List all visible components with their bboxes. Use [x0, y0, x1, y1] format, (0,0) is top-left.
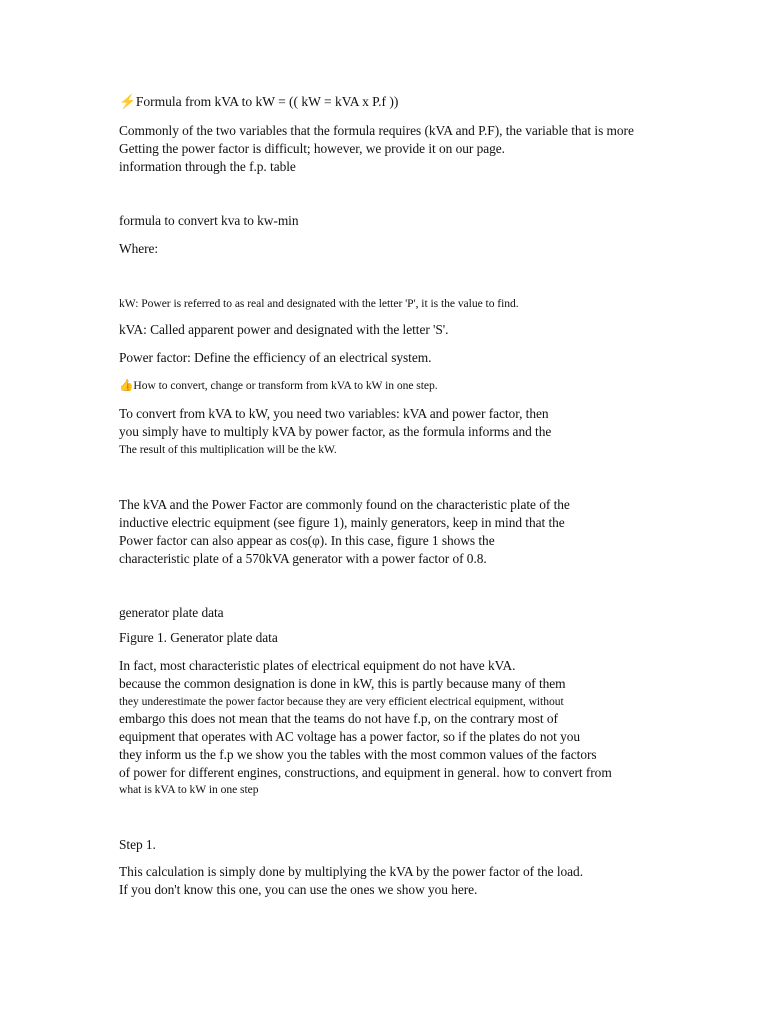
plate-image-alt: generator plate data	[119, 605, 224, 620]
definition-kva: kVA: Called apparent power and designated with the letter 'S'.	[119, 322, 449, 337]
fact-line-6: they inform us the f.p we show you the tables with the most common values of the factors	[119, 747, 597, 762]
convert-line-3: The result of this multiplication will be the kW.	[119, 443, 337, 456]
step-line-1: This calculation is simply done by multiplying the kVA by the power factor of the load.	[119, 864, 583, 879]
plate-line-1: The kVA and the Power Factor are commonly found on the characteristic plate of the	[119, 497, 570, 512]
fact-line-3: they underestimate the power factor because they are very efficient electrical equipment, without	[119, 695, 564, 708]
fact-line-1: In fact, most characteristic plates of electrical equipment do not have kVA.	[119, 658, 516, 673]
plate-line-4: characteristic plate of a 570kVA generator with a power factor of 0.8.	[119, 551, 487, 566]
how-to-subheading: 👍How to convert, change or transform from kVA to kW in one step.	[119, 379, 438, 392]
fact-line-7: of power for different engines, constructions, and equipment in general. how to convert from	[119, 765, 612, 780]
plate-line-3: Power factor can also appear as cos(φ). In this case, figure 1 shows the	[119, 533, 495, 548]
convert-line-2: you simply have to multiply kVA by power factor, as the formula informs and the	[119, 424, 552, 439]
intro-line-2: Getting the power factor is difficult; however, we provide it on our page.	[119, 141, 505, 156]
fact-line-5: equipment that operates with AC voltage has a power factor, so if the plates do not you	[119, 729, 581, 744]
fact-line-2: because the common designation is done in kW, this is partly because many of them	[119, 676, 566, 691]
formula-heading: ⚡Formula from kVA to kW = (( kW = kVA x P.f ))	[119, 94, 399, 109]
figure-caption: Figure 1. Generator plate data	[119, 630, 278, 645]
where-label: Where:	[119, 241, 159, 256]
step-title: Step 1.	[119, 837, 156, 852]
formula-image-caption: formula to convert kva to kw-min	[119, 213, 299, 228]
definition-power-factor: Power factor: Define the efficiency of an electrical system.	[119, 350, 432, 365]
definition-kw: kW: Power is referred to as real and designated with the letter 'P', it is the value to find.	[119, 297, 519, 310]
fact-line-8: what is kVA to kW in one step	[119, 783, 259, 796]
convert-line-1: To convert from kVA to kW, you need two variables: kVA and power factor, then	[119, 406, 549, 421]
step-line-2: If you don't know this one, you can use the ones we show you here.	[119, 882, 478, 897]
fact-line-4: embargo this does not mean that the teams do not have f.p, on the contrary most of	[119, 711, 558, 726]
intro-line-3: information through the f.p. table	[119, 159, 296, 174]
intro-line-1: Commonly of the two variables that the formula requires (kVA and P.F), the variable that is more	[119, 123, 634, 138]
plate-line-2: inductive electric equipment (see figure 1), mainly generators, keep in mind that the	[119, 515, 565, 530]
